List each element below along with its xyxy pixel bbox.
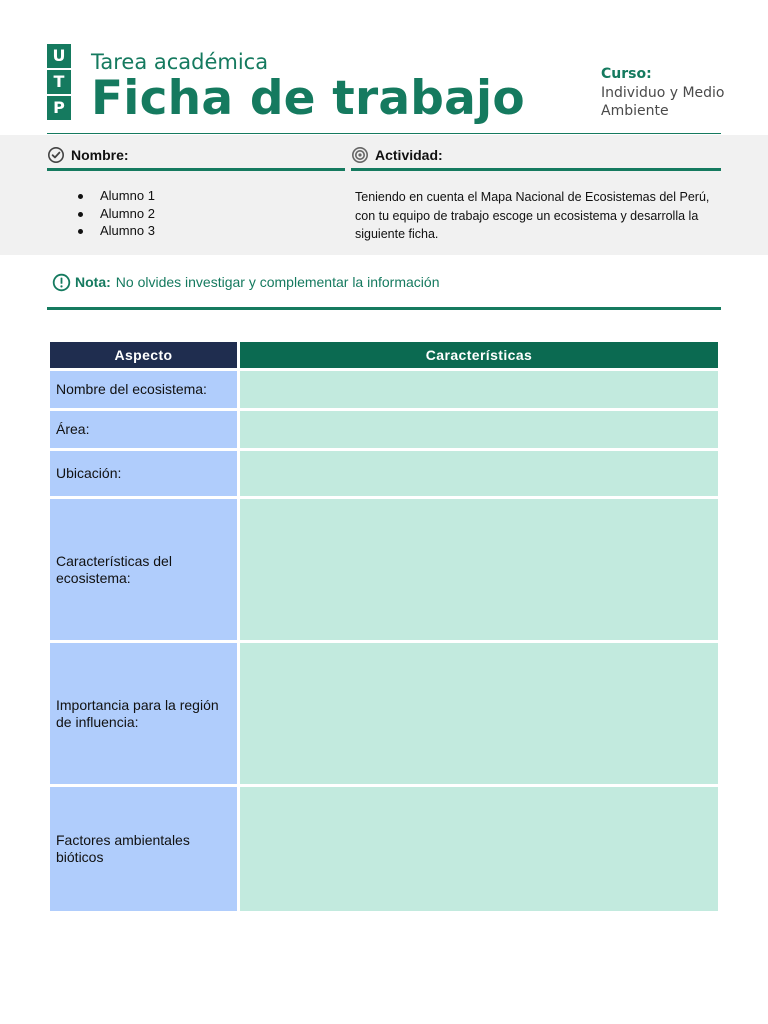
list-item: Alumno 2 <box>78 205 155 223</box>
row-label: Factores ambientales bióticos <box>50 787 237 911</box>
row-value-cell[interactable] <box>240 451 718 496</box>
row-value-cell[interactable] <box>240 787 718 911</box>
logo-letter-p: P <box>47 96 71 120</box>
row-value-cell[interactable] <box>240 643 718 784</box>
student-list <box>78 187 155 240</box>
row-label: Características del ecosistema: <box>50 499 237 640</box>
note <box>52 273 439 291</box>
worksheet-table <box>47 339 721 914</box>
row-value-cell[interactable] <box>240 499 718 640</box>
course-value: Individuo y Medio Ambiente <box>601 85 725 119</box>
table-header-row <box>50 342 718 368</box>
name-section-header <box>47 141 345 171</box>
logo-letter-u: U <box>47 44 71 68</box>
row-label: Importancia para la región de influencia: <box>50 643 237 784</box>
activity-label: Actividad: <box>375 146 443 163</box>
row-label: Área: <box>50 411 237 448</box>
row-label: Ubicación: <box>50 451 237 496</box>
check-circle-icon <box>47 146 65 164</box>
table-row <box>50 371 718 408</box>
logo-letter-t: T <box>47 70 71 94</box>
row-value-cell[interactable] <box>240 371 718 408</box>
header-divider <box>47 133 721 134</box>
table-row <box>50 451 718 496</box>
name-label: Nombre: <box>71 146 129 163</box>
row-label: Nombre del ecosistema: <box>50 371 237 408</box>
utp-logo <box>47 44 71 120</box>
column-header-characteristics: Características <box>240 342 718 368</box>
column-header-aspect: Aspecto <box>50 342 237 368</box>
page-title: Ficha de trabajo <box>91 71 525 126</box>
activity-text: Teniendo en cuenta el Mapa Nacional de Ecosistemas del Perú, con tu equipo de trabajo escoge un ecosistema y desarrolla la siguiente ficha. <box>355 190 710 241</box>
course-label: Curso: <box>601 66 652 82</box>
activity-section-header <box>351 141 721 171</box>
page-subtitle: Tarea académica <box>91 50 269 74</box>
table-row <box>50 643 718 784</box>
note-divider <box>47 307 721 310</box>
note-label: Nota: <box>75 274 111 290</box>
note-text: No olvides investigar y complementar la información <box>115 274 440 290</box>
list-item: Alumno 3 <box>78 222 155 240</box>
table-row <box>50 499 718 640</box>
list-item: Alumno 1 <box>78 187 155 205</box>
exclamation-circle-icon <box>52 273 70 291</box>
row-value-cell[interactable] <box>240 411 718 448</box>
table-row <box>50 787 718 911</box>
table-row <box>50 411 718 448</box>
target-icon <box>351 146 369 164</box>
